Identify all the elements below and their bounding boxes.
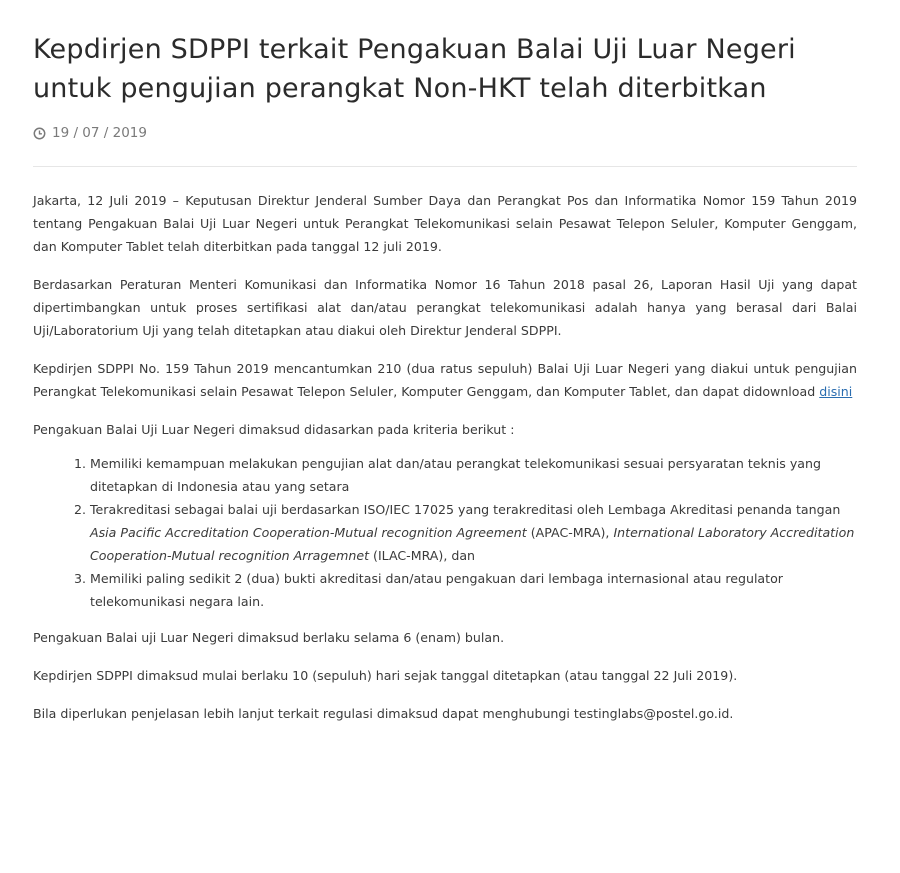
paragraph-3-text: Kepdirjen SDPPI No. 159 Tahun 2019 mencantumkan 210 (dua ratus sepuluh) Balai Uji Luar Negeri yang diakui untuk pengujian Perangkat Telekomunikasi selain Pesawat Telepon Seluler, Komputer Genggam, dan Komputer Tablet, dan dapat didownload	[33, 361, 857, 399]
download-link[interactable]: disini	[819, 384, 853, 399]
divider	[33, 166, 857, 167]
paragraph-4: Pengakuan Balai Uji Luar Negeri dimaksud didasarkan pada kriteria berikut :	[33, 422, 515, 437]
paragraph-5: Pengakuan Balai uji Luar Negeri dimaksud berlaku selama 6 (enam) bulan.	[33, 630, 505, 645]
clock-icon	[33, 127, 46, 140]
paragraph-1: Jakarta, 12 Juli 2019 – Keputusan Direktur Jenderal Sumber Daya dan Perangkat Pos dan Informatika Nomor 159 Tahun 2019 tentang Pengakuan Balai Uji Luar Negeri untuk Perangkat Telekomunikasi selain Pesawat Telepon Seluler, Komputer Genggam, dan Komputer Tablet telah diterbitkan pada tanggal 12 juli 2019.	[33, 193, 857, 254]
criteria-item: 3. Memiliki paling sedikit 2 (dua) bukti akreditasi dan/atau pengakuan dari lembaga internasional atau regulator telekomunikasi negara lain.	[90, 567, 857, 613]
criteria-2-text-c: (ILAC-MRA), dan	[369, 548, 476, 563]
criteria-list	[33, 452, 857, 613]
criteria-item: 1. Memiliki kemampuan melakukan pengujian alat dan/atau perangkat telekomunikasi sesuai persyaratan teknis yang ditetapkan di Indonesia atau yang setara	[90, 452, 857, 498]
criteria-item	[90, 498, 857, 567]
paragraph-3	[33, 357, 857, 403]
article-body	[33, 189, 857, 725]
article-title: Kepdirjen SDPPI terkait Pengakuan Balai Uji Luar Negeri untuk pengujian perangkat Non-HKT telah diterbitkan	[33, 34, 796, 104]
post-date-text: 19 / 07 / 2019	[52, 125, 147, 141]
post-date	[33, 125, 857, 141]
criteria-2-ilac: International Laboratory Accreditation Cooperation-Mutual recognition Arragemnet	[90, 525, 855, 563]
paragraph-7: Bila diperlukan penjelasan lebih lanjut terkait regulasi dimaksud dapat menghubungi testinglabs@postel.go.id.	[33, 706, 734, 721]
paragraph-6: Kepdirjen SDPPI dimaksud mulai berlaku 10 (sepuluh) hari sejak tanggal ditetapkan (atau tanggal 22 Juli 2019).	[33, 668, 738, 683]
article	[33, 30, 857, 740]
criteria-2-text-b: (APAC-MRA),	[526, 525, 614, 540]
criteria-2-apac: Asia Pacific Accreditation Cooperation-Mutual recognition Agreement	[90, 525, 527, 540]
paragraph-2: Berdasarkan Peraturan Menteri Komunikasi dan Informatika Nomor 16 Tahun 2018 pasal 26, Laporan Hasil Uji yang dapat dipertimbangkan untuk proses sertifikasi alat dan/atau perangkat telekomunikasi adalah hanya yang berasal dari Balai Uji/Laboratorium Uji yang telah ditetapkan atau diakui oleh Direktur Jenderal SDPPI.	[33, 277, 857, 338]
criteria-2-text-a: Terakreditasi sebagai balai uji berdasarkan ISO/IEC 17025 yang terakreditasi oleh Lembaga Akreditasi penanda tangan	[90, 502, 841, 517]
